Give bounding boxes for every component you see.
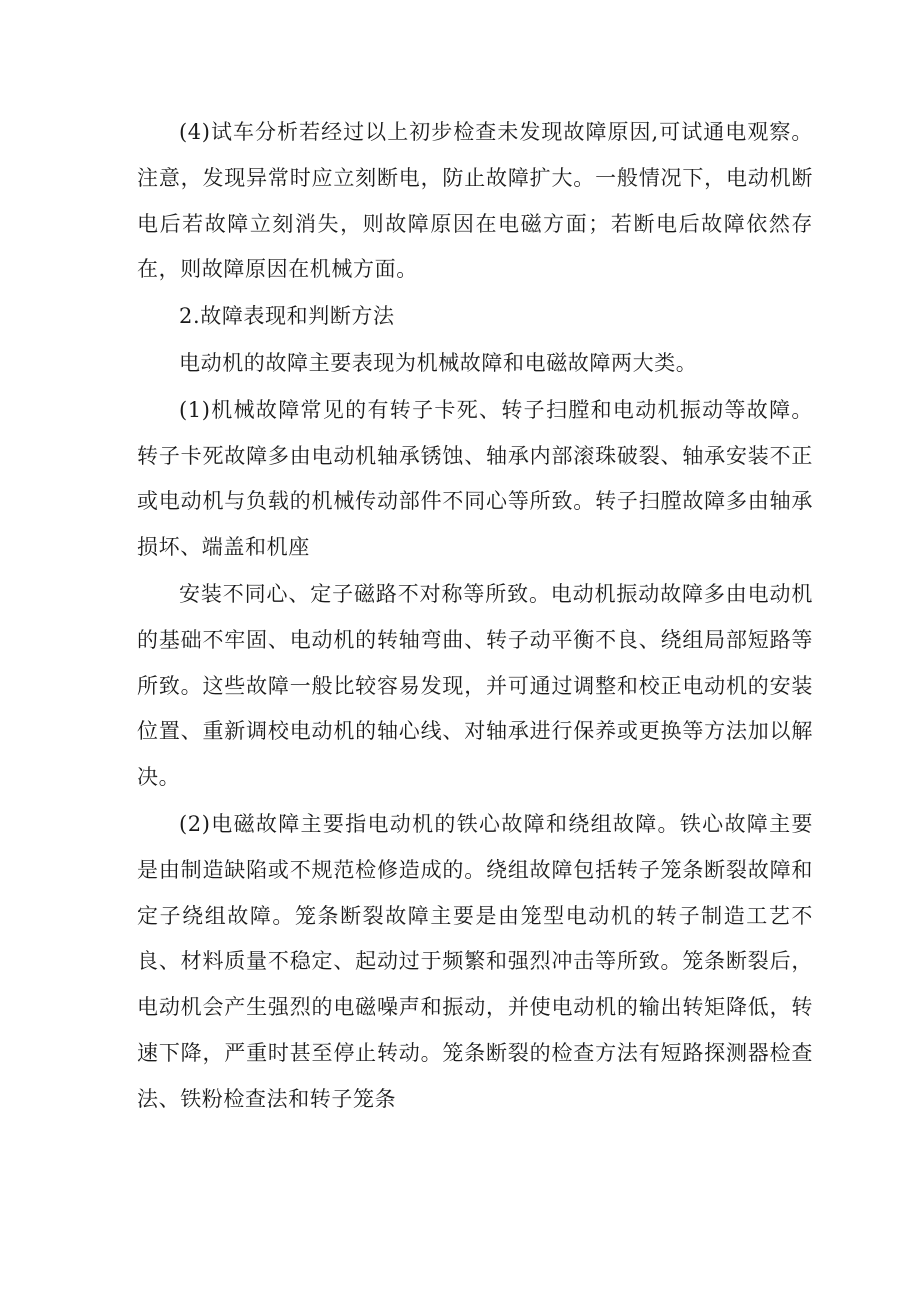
paragraph-fault-categories: 电动机的故障主要表现为机械故障和电磁故障两大类。 [179,350,698,375]
section-heading-fault-symptoms: 2.故障表现和判断方法 [179,304,395,329]
paragraph-mechanical-faults: (1)机械故障常见的有转子卡死、转子扫膛和电动机振动等故障。转子卡死故障多由电动机轴承锈蚀、轴承内部滚珠破裂、轴承安装不正或电动机与负载的机械传动部件不同心等所致。转子扫膛故障多由轴承损坏、端盖和机座 [137,397,813,560]
paragraph-test-run-analysis: (4)试车分析若经过以上初步检查未发现故障原因,可试通电观察。注意，发现异常时应立刻断电，防止故障扩大。一般情况下，电动机断电后若故障立刻消失，则故障原因在电磁方面；若断电后故障依然存在，则故障原因在机械方面。 [137,120,813,282]
paragraph-mechanical-faults-continued: 安装不同心、定子磁路不对称等所致。电动机振动故障多由电动机的基础不牢固、电动机的转轴弯曲、转子动平衡不良、绕组局部短路等所致。这些故障一般比较容易发现，并可通过调整和校正电动机的安装位置、重新调校电动机的轴心线、对轴承进行保养或更换等方法加以解决。 [137,581,813,790]
document-body [137,110,813,1124]
paragraph-electromagnetic-faults: (2)电磁故障主要指电动机的铁心故障和绕组故障。铁心故障主要是由制造缺陷或不规范检修造成的。绕组故障包括转子笼条断裂故障和定子绕组故障。笼条断裂故障主要是由笼型电动机的转子制造工艺不良、材料质量不稳定、起动过于频繁和强烈冲击等所致。笼条断裂后，电动机会产生强烈的电磁噪声和振动，并使电动机的输出转矩降低，转速下降，严重时甚至停止转动。笼条断裂的检查方法有短路探测器检查法、铁粉检查法和转子笼条 [137,811,813,1111]
